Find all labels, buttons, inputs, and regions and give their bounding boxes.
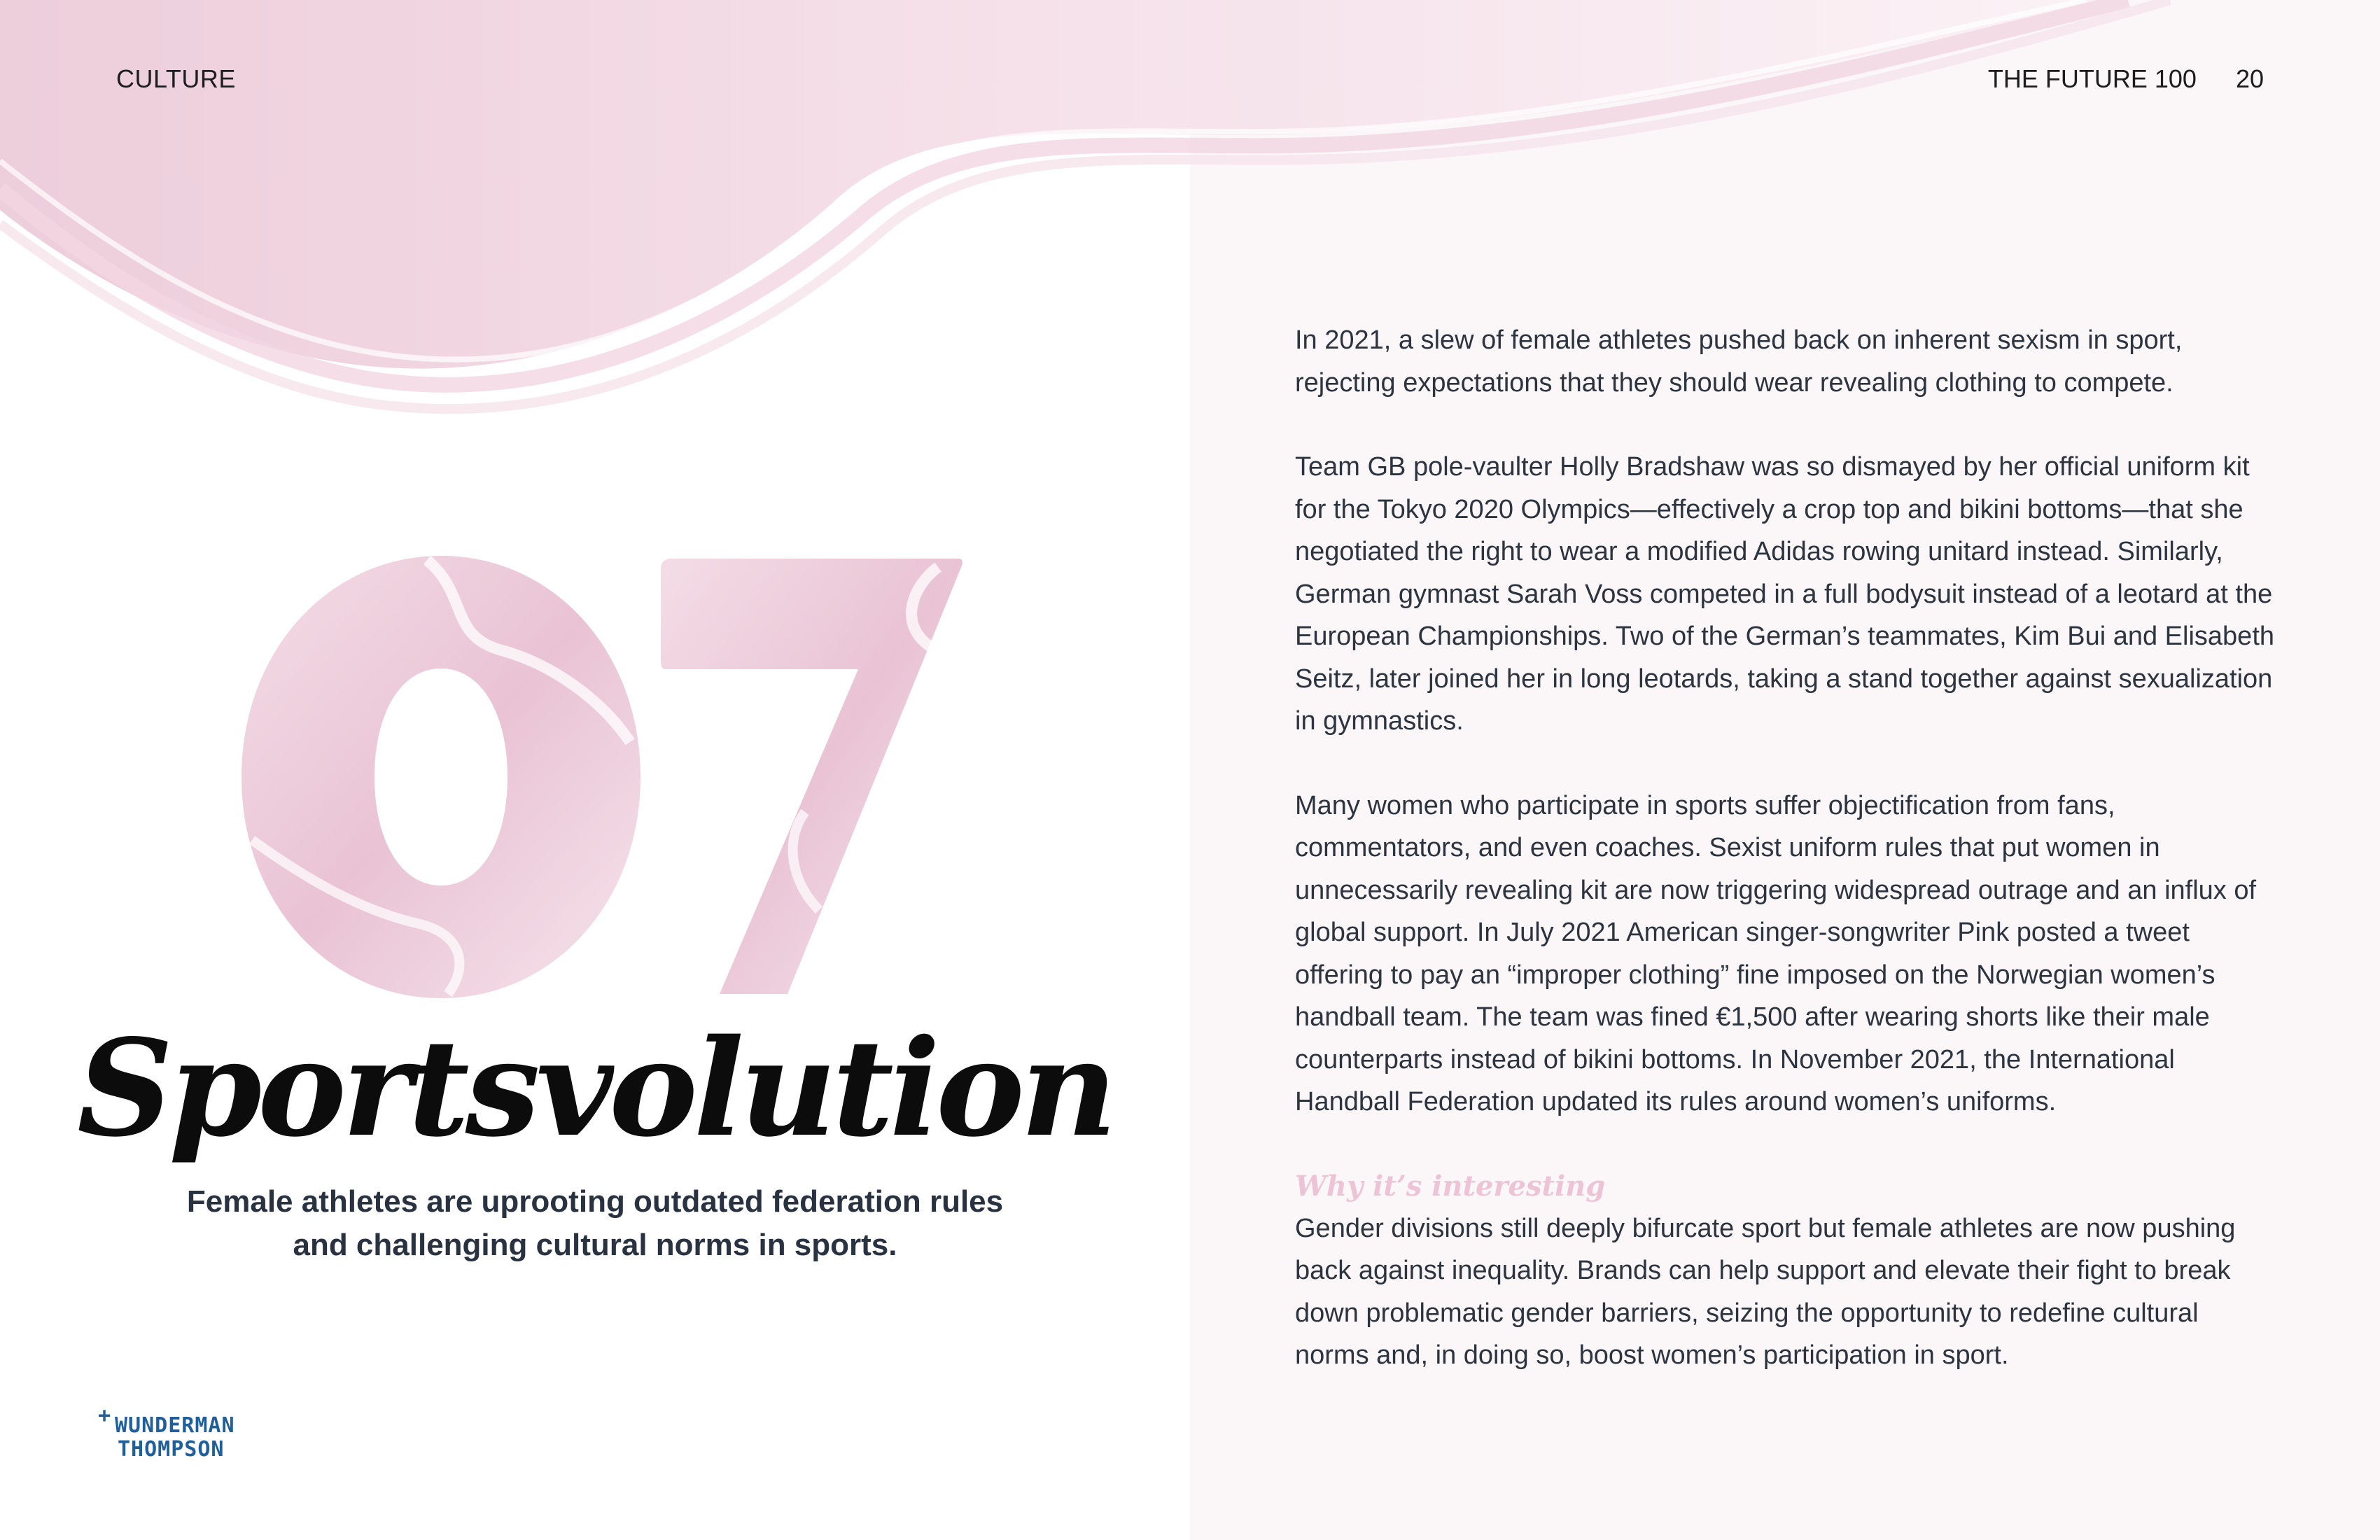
body-paragraph: Team GB pole-vaulter Holly Bradshaw was so dismayed by her official uniform kit for the Tokyo 2020 Olympics—effectively a crop top and bikini bottoms—that she negotiated the right to wear a modified Adidas rowing unitard instead. Similarly, German gymnast Sarah Voss competed in a full bodysuit instead of a leotard at the European Championships. Two of the German’s teammates, Kim Bui and Elisabeth Seitz, later joined her in long leotards, taking a stand together against sexualization in gymnastics. — [1295, 452, 2275, 736]
body-paragraph: In 2021, a slew of female athletes pushed back on inherent sexism in sport, rejecting expectations that they should wear revealing clothing to compete. — [1295, 326, 2183, 398]
wunderman-thompson-logo — [98, 1404, 235, 1462]
publication-title: THE FUTURE 100 — [1987, 64, 2197, 93]
page-header-right — [1988, 64, 2264, 94]
trend-subtitle: Female athletes are uprooting outdated federation rules and challenging cultural norms in sports. — [186, 1184, 1004, 1262]
page-number: 20 — [2235, 64, 2264, 93]
logo-line-2: THOMPSON — [118, 1437, 225, 1462]
body-paragraph: Many women who participate in sports suffer objectification from fans, commentators, and even coaches. Sexist uniform rules that put women in unnecessarily revealing kit are now triggering widespread outrage and an influx of global support. In July 2021 American singer-songwriter Pink posted a tweet offering to pay an “improper clothing” fine imposed on the Norwegian women’s handball team. The team was fined €1,500 after wearing shorts like their male counterparts instead of bikini bottoms. In November 2021, the International Handball Federation updated its rules around women’s uniforms. — [1295, 790, 2257, 1116]
trend-number-graphic — [238, 546, 966, 1008]
section-label: CULTURE — [116, 64, 236, 93]
plus-icon: + — [98, 1404, 112, 1428]
why-interesting-text: Gender divisions still deeply bifurcate sport but female athletes are now pushing back against inequality. Brands can help support and elevate their fight to break down problematic gender barriers, seizing the opportunity to redefine cultural norms and, in doing so, boost women’s participation in sport. — [1295, 1213, 2236, 1370]
trend-title: Sportsvolution — [77, 1010, 1113, 1166]
logo-line-1: WUNDERMAN — [115, 1413, 235, 1438]
why-interesting-heading: Why it’s interesting — [1295, 1169, 1606, 1203]
article-body — [1295, 319, 2275, 1419]
